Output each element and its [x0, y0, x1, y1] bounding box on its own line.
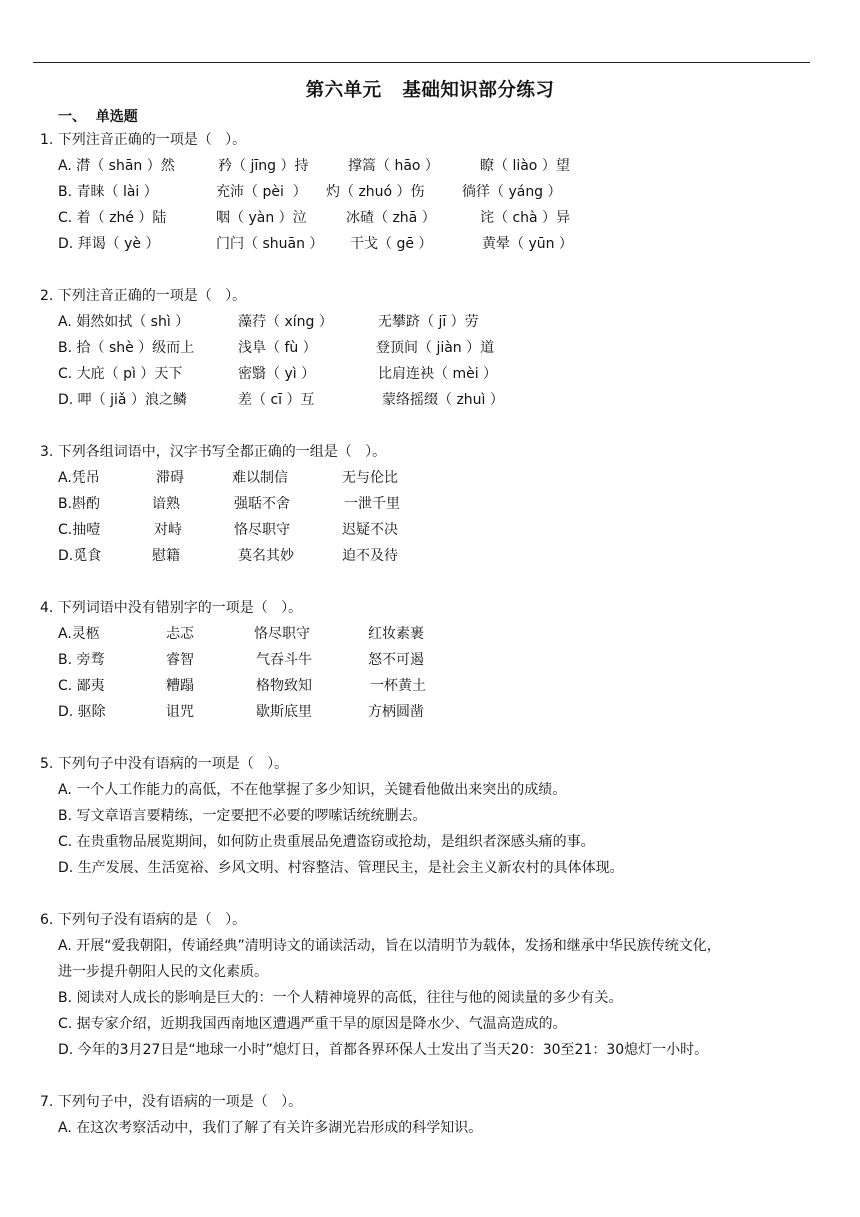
option-sentence: B. 阅读对人成长的影响是巨大的：一个人精神境界的高低，往往与他的阅读量的多少有关。: [58, 990, 623, 1006]
option-cell: 难以制信: [232, 470, 288, 486]
option-sentence: D. 今年的3月27日是“地球一小时”熄灯日，首都各界环保人士发出了当天20：30至21：30熄灯一小时。: [58, 1042, 709, 1058]
question-4-stem: 4. 下列词语中没有错别字的一项是（ ）。: [40, 600, 303, 616]
option-cell: 无与伦比: [342, 470, 398, 486]
question-1-stem: 1. 下列注音正确的一项是（ ）。: [40, 132, 247, 148]
option-sentence: B. 写文章语言要精练，一定要把不必要的啰嗦话统统删去。: [58, 808, 427, 824]
section-heading: 一、 单选题: [58, 109, 138, 125]
option-cell: C. 着（ zhé ）陆: [58, 210, 167, 226]
option-cell: 蒙络摇缀（ zhuì ）: [382, 392, 504, 408]
option-cell: A.灵柩: [58, 626, 100, 642]
option-row: [0, 651, 860, 671]
option-cell: 黄晕（ yūn ）: [482, 236, 573, 252]
option-cell: 瞭（ liào ）望: [480, 158, 570, 174]
option-cell: 浅阜（ fù ）: [238, 340, 317, 356]
option-cell: D.觅食: [58, 548, 102, 564]
option-cell: 密翳（ yì ）: [238, 366, 316, 382]
question-6-stem: 6. 下列句子没有语病的是（ ）。: [40, 912, 247, 928]
option-row: [0, 677, 860, 697]
option-cell: 干戈（ gē ）: [350, 236, 433, 252]
option-cell: B. 旁骛: [58, 652, 105, 668]
option-row: [0, 183, 860, 203]
option-row: [0, 365, 860, 385]
option-cell: A.凭吊: [58, 470, 100, 486]
option-row: [0, 469, 860, 489]
option-sentence-continued: 进一步提升朝阳人民的文化素质。: [58, 964, 268, 980]
option-cell: B.斟酌: [58, 496, 101, 512]
option-cell: 诧（ chà ）异: [480, 210, 571, 226]
page-title: 第六单元 基础知识部分练习: [305, 80, 555, 101]
option-row: [0, 547, 860, 567]
option-cell: 强聒不舍: [234, 496, 290, 512]
option-cell: 藻荇（ xíng ）: [238, 314, 333, 330]
option-sentence: D. 生产发展、生活宽裕、乡风文明、村容整洁、管理民主，是社会主义新农村的具体体现。: [58, 860, 624, 876]
option-cell: 歇斯底里: [256, 704, 312, 720]
option-cell: 红妆素裹: [368, 626, 424, 642]
option-cell: 莫名其妙: [238, 548, 294, 564]
option-row: [0, 495, 860, 515]
option-cell: A. 潸（ shān ）然: [58, 158, 175, 174]
option-row: [0, 339, 860, 359]
option-cell: 糟蹋: [166, 678, 194, 694]
option-cell: 谙熟: [152, 496, 180, 512]
option-row: [0, 703, 860, 723]
option-cell: 对峙: [154, 522, 182, 538]
option-cell: 充沛（ pèi ）: [216, 184, 307, 200]
option-cell: D. 驱除: [58, 704, 106, 720]
option-cell: 迫不及待: [342, 548, 398, 564]
option-row: [0, 521, 860, 541]
question-7-stem: 7. 下列句子中，没有语病的一项是（ ）。: [40, 1094, 303, 1110]
option-cell: 气吞斗牛: [256, 652, 312, 668]
option-cell: 比肩连袂（ mèi ）: [378, 366, 498, 382]
option-cell: 灼（ zhuó ）伤: [326, 184, 425, 200]
option-cell: 一泄千里: [344, 496, 400, 512]
option-sentence: C. 据专家介绍，近期我国西南地区遭遇严重干旱的原因是降水少、气温高造成的。: [58, 1016, 567, 1032]
option-row: [0, 313, 860, 333]
option-cell: 慰籍: [152, 548, 180, 564]
option-cell: D. 拜谒（ yè ）: [58, 236, 160, 252]
option-cell: 矜（ jīng ）持: [218, 158, 309, 174]
option-sentence: A. 一个人工作能力的高低，不在他掌握了多少知识，关键看他做出来突出的成绩。: [58, 782, 567, 798]
question-2-stem: 2. 下列注音正确的一项是（ ）。: [40, 288, 247, 304]
option-cell: C. 大庇（ pì ）天下: [58, 366, 183, 382]
option-cell: 恪尽职守: [234, 522, 290, 538]
option-row: [0, 235, 860, 255]
option-cell: 忐忑: [166, 626, 194, 642]
option-cell: 诅咒: [166, 704, 194, 720]
option-cell: 差（ cī ）互: [238, 392, 315, 408]
option-cell: A. 娟然如拭（ shì ）: [58, 314, 190, 330]
option-cell: C. 鄙夷: [58, 678, 105, 694]
option-row: [0, 625, 860, 645]
option-cell: 无攀跻（ jī ）劳: [378, 314, 479, 330]
option-row: [0, 157, 860, 177]
question-3-stem: 3. 下列各组词语中，汉字书写全都正确的一组是（ ）。: [40, 444, 387, 460]
option-cell: 睿智: [166, 652, 194, 668]
option-sentence: A. 在这次考察活动中，我们了解了有关许多湖光岩形成的科学知识。: [58, 1120, 483, 1136]
option-cell: 门闩（ shuān ）: [216, 236, 324, 252]
option-cell: 冰碴（ zhā ）: [346, 210, 436, 226]
option-cell: 格物致知: [256, 678, 312, 694]
option-cell: 徜徉（ yáng ）: [462, 184, 562, 200]
option-cell: B. 青睐（ lài ）: [58, 184, 158, 200]
option-row: [0, 209, 860, 229]
option-cell: 迟疑不决: [342, 522, 398, 538]
option-cell: 撑篙（ hāo ）: [348, 158, 439, 174]
option-cell: B. 拾（ shè ）级而上: [58, 340, 195, 356]
option-cell: 一杯黄土: [370, 678, 426, 694]
question-5-stem: 5. 下列句子中没有语病的一项是（ ）。: [40, 756, 289, 772]
option-sentence: C. 在贵重物品展览期间，如何防止贵重展品免遭盗窃或抢劫，是组织者深感头痛的事。: [58, 834, 595, 850]
option-cell: 滞碍: [156, 470, 184, 486]
option-cell: 登顶间（ jiàn ）道: [376, 340, 495, 356]
option-cell: 方柄圆凿: [368, 704, 424, 720]
option-cell: D. 呷（ jiǎ ）浪之鳞: [58, 392, 187, 408]
option-cell: 恪尽职守: [254, 626, 310, 642]
option-cell: C.抽噎: [58, 522, 101, 538]
option-row: [0, 391, 860, 411]
option-cell: 咽（ yàn ）泣: [216, 210, 307, 226]
header-rule: [33, 62, 810, 63]
option-sentence: A. 开展“爱我朝阳，传诵经典”清明诗文的诵读活动，旨在以清明节为载体，发扬和继承中华民族传统文化，: [58, 938, 721, 954]
option-cell: 怒不可遏: [368, 652, 424, 668]
